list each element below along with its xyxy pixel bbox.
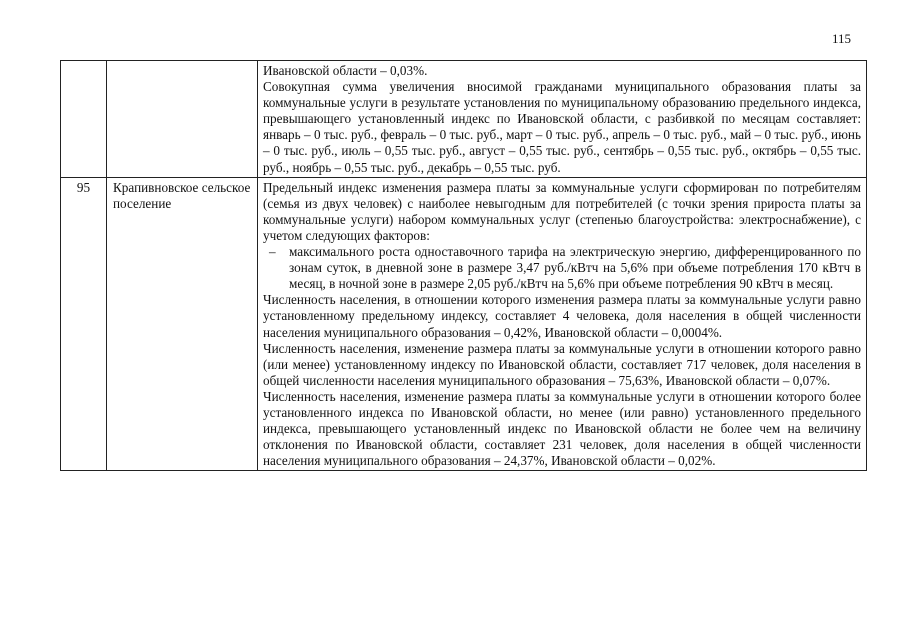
- paragraph: Совокупная сумма увеличения вносимой гражданами муниципального образования платы за коммунальные услуги в результате установления по муниципальному образованию предельного индекса, превышающего установленный индекс по Ивановской области, с разбивкой по месяцам составляет: январь – 0 тыс. руб., февраль – 0 тыс. руб., март – 0 тыс. руб., апрель – 0 тыс. руб., май – 0 тыс. руб., июнь – 0 тыс. руб., июль – 0,55 тыс. руб., август – 0,55 тыс. руб., сентябрь – 0,55 тыс. руб., октябрь – 0,55 тыс. руб., ноябрь – 0,55 тыс. руб., декабрь – 0,55 тыс. руб.: [263, 79, 861, 175]
- row-content: [258, 61, 867, 178]
- table-row: [61, 61, 867, 178]
- bullet-marker: –: [269, 244, 276, 260]
- paragraph: Предельный индекс изменения размера платы за коммунальные услуги сформирован по потребителям (семья из двух человек) с наиболее невыгодным для потребителей (с точки зрения прироста платы за коммунальные услуги) набором коммунальных услуг (степенью благоустройства: электроснабжение), с учетом следующих факторов:: [263, 179, 861, 243]
- row-content: [258, 177, 867, 471]
- list-item: [263, 244, 861, 292]
- document-table: [60, 60, 867, 471]
- paragraph: Численность населения, в отношении которого изменения размера платы за коммунальные услуги равно установленному предельному индексу, составляет 4 человека, доля населения в общей численности населения муниципального образования – 0,42%, Ивановской области – 0,0004%.: [263, 292, 861, 340]
- municipality-name: Крапивновское сельское поселение: [107, 177, 258, 471]
- row-number: 95: [61, 177, 107, 471]
- row-number: [61, 61, 107, 178]
- paragraph: Численность населения, изменение размера платы за коммунальные услуги в отношении которого более установленного индекса по Ивановской области, но менее (или равно) установленного предельного индекса, превышающего установленный индекс по Ивановской области не более чем на величину отклонения по Ивановской области, составляет 231 человек, доля населения в общей численности населения муниципального образования – 24,37%, Ивановской области – 0,02%.: [263, 388, 861, 469]
- list-item-text: максимального роста одноставочного тарифа на электрическую энергию, дифференцированного по зонам суток, в дневной зоне в размере 3,47 руб./кВтч на 5,6% при объеме потребления 170 кВтч в месяц, в ночной зоне в размере 2,05 руб./кВтч на 5,6% при объеме потребления 90 кВтч в месяц.: [289, 244, 861, 292]
- municipality-name: [107, 61, 258, 178]
- table-row: [61, 177, 867, 471]
- page-number: 115: [832, 31, 852, 46]
- paragraph: Ивановской области – 0,03%.: [263, 63, 428, 78]
- paragraph: Численность населения, изменение размера платы за коммунальные услуги в отношении которого равно (или менее) установленному индексу по Ивановской области, составляет 717 человек, доля населения в общей численности населения муниципального образования – 75,63%, Ивановской области – 0,07%.: [263, 340, 861, 388]
